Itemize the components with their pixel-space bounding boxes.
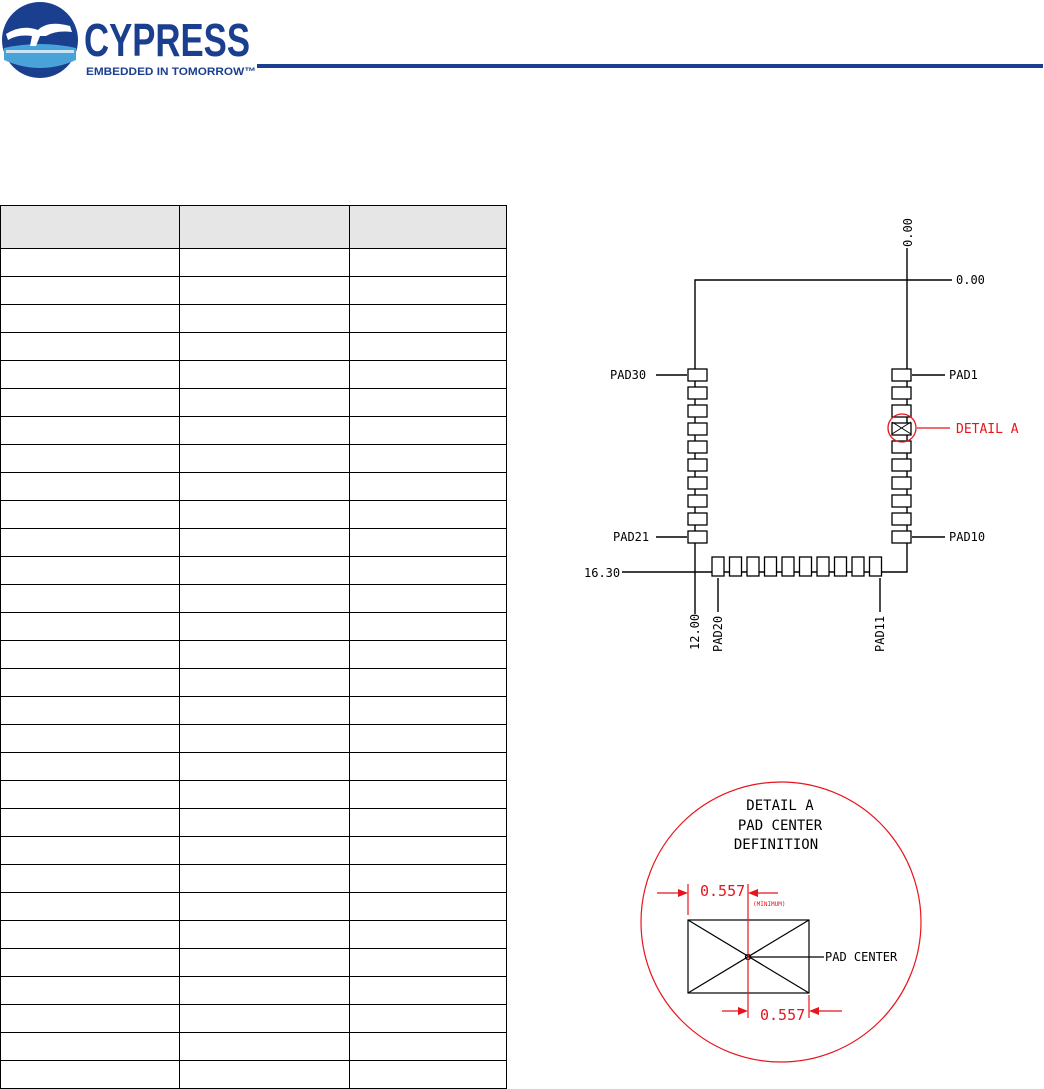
table-cell — [180, 361, 350, 389]
pad — [688, 477, 707, 489]
table-cell — [1, 1061, 180, 1089]
table-cell — [180, 977, 350, 1005]
table-row — [1, 669, 507, 697]
table-cell — [180, 389, 350, 417]
table-row — [1, 921, 507, 949]
table-cell — [1, 473, 180, 501]
table-row — [1, 529, 507, 557]
table-cell — [1, 333, 180, 361]
table-row — [1, 445, 507, 473]
pad — [892, 387, 911, 399]
cypress-logo — [0, 0, 260, 82]
table-body — [1, 249, 507, 1089]
table-header-row — [1, 206, 507, 249]
table-cell — [350, 893, 507, 921]
table-row — [1, 249, 507, 277]
pad — [800, 557, 812, 576]
table-cell — [180, 697, 350, 725]
pad21-label: PAD21 — [613, 530, 650, 544]
table-cell — [180, 445, 350, 473]
table-cell — [350, 501, 507, 529]
pad-center-label: PAD CENTER — [825, 950, 898, 964]
table-cell — [180, 529, 350, 557]
pad — [688, 495, 707, 507]
table-cell — [350, 977, 507, 1005]
table-cell — [1, 585, 180, 613]
table-cell — [350, 1005, 507, 1033]
table-row — [1, 473, 507, 501]
table-cell — [180, 865, 350, 893]
pad — [870, 557, 882, 576]
table-cell — [350, 697, 507, 725]
pad — [688, 369, 707, 381]
table-cell — [1, 865, 180, 893]
table-row — [1, 389, 507, 417]
table-row — [1, 641, 507, 669]
dimension-top-note: (MINIMUM) — [753, 901, 786, 908]
table-cell — [180, 333, 350, 361]
table-row — [1, 781, 507, 809]
table-cell — [1, 641, 180, 669]
table-cell — [1, 501, 180, 529]
pad — [892, 531, 911, 543]
header-rule — [257, 64, 1043, 68]
table-cell — [350, 865, 507, 893]
table-cell — [1, 669, 180, 697]
table-cell — [1, 893, 180, 921]
pad — [765, 557, 777, 576]
pad — [892, 459, 911, 471]
table-row — [1, 893, 507, 921]
table-row — [1, 697, 507, 725]
pad — [712, 557, 724, 576]
pad — [688, 423, 707, 435]
table-cell — [1, 781, 180, 809]
pad-array — [688, 369, 911, 576]
height-label: 16.30 — [584, 566, 621, 580]
table-cell — [350, 921, 507, 949]
column-header — [350, 206, 507, 249]
table-cell — [1, 389, 180, 417]
table-cell — [350, 557, 507, 585]
table-cell — [180, 753, 350, 781]
table-cell — [1, 557, 180, 585]
table-cell — [350, 389, 507, 417]
pad — [835, 557, 847, 576]
origin-y-label: 0.00 — [956, 273, 985, 287]
table-cell — [180, 837, 350, 865]
pad — [688, 441, 707, 453]
table-row — [1, 949, 507, 977]
pad — [817, 557, 829, 576]
table-cell — [180, 949, 350, 977]
table-row — [1, 725, 507, 753]
pad1-label: PAD1 — [949, 368, 978, 382]
table-cell — [350, 949, 507, 977]
table-cell — [1, 753, 180, 781]
table-row — [1, 501, 507, 529]
table-row — [1, 557, 507, 585]
table-cell — [180, 725, 350, 753]
table-cell — [350, 585, 507, 613]
pad30-label: PAD30 — [610, 368, 647, 382]
table-cell — [350, 277, 507, 305]
pad20-label: PAD20 — [711, 615, 725, 652]
table-cell — [350, 473, 507, 501]
pad — [730, 557, 742, 576]
pad — [688, 531, 707, 543]
table-cell — [180, 1033, 350, 1061]
table-row — [1, 753, 507, 781]
table-cell — [1, 977, 180, 1005]
pad — [892, 423, 911, 435]
pad — [892, 513, 911, 525]
dimension-arrow — [738, 1007, 748, 1015]
table-cell — [180, 249, 350, 277]
table-cell — [1, 445, 180, 473]
table-cell — [1, 277, 180, 305]
table-cell — [350, 249, 507, 277]
table-row — [1, 977, 507, 1005]
origin-x-label: 0.00 — [901, 218, 915, 247]
table-row — [1, 361, 507, 389]
detail-subtitle: DEFINITION — [733, 837, 819, 853]
table-cell — [1, 1005, 180, 1033]
table-cell — [350, 1061, 507, 1089]
table-cell — [180, 417, 350, 445]
table-cell — [350, 837, 507, 865]
table-cell — [1, 305, 180, 333]
pad — [688, 459, 707, 471]
table-cell — [350, 333, 507, 361]
table-row — [1, 865, 507, 893]
table-cell — [350, 753, 507, 781]
dimension-arrow — [678, 889, 688, 897]
table-cell — [180, 473, 350, 501]
table-cell — [350, 809, 507, 837]
pad — [688, 405, 707, 417]
pad — [892, 477, 911, 489]
table-cell — [350, 417, 507, 445]
pad11-label: PAD11 — [873, 615, 887, 652]
brand-tagline: EMBEDDED IN TOMORROW™ — [86, 66, 256, 78]
dimension-arrow — [809, 1007, 819, 1015]
pad — [688, 513, 707, 525]
table-cell — [350, 669, 507, 697]
footprint-diagram — [560, 200, 1044, 680]
table-cell — [350, 725, 507, 753]
table-cell — [1, 921, 180, 949]
table-cell — [1, 613, 180, 641]
table-cell — [180, 921, 350, 949]
table-cell — [1, 697, 180, 725]
table-row — [1, 837, 507, 865]
table-cell — [180, 501, 350, 529]
table-cell — [350, 305, 507, 333]
dimension-bottom-label: 0.557 — [760, 1006, 806, 1024]
table-cell — [350, 641, 507, 669]
table-cell — [350, 781, 507, 809]
table-cell — [180, 809, 350, 837]
pad — [892, 441, 911, 453]
table-cell — [1, 249, 180, 277]
table-cell — [180, 781, 350, 809]
dimension-top-label: 0.557 — [700, 882, 746, 900]
table-cell — [180, 277, 350, 305]
pad — [688, 387, 707, 399]
brand-name: CYPRESS — [84, 14, 250, 66]
table-cell — [1, 529, 180, 557]
table-row — [1, 585, 507, 613]
detail-a-diagram — [600, 765, 960, 1085]
table-cell — [1, 417, 180, 445]
table-cell — [180, 641, 350, 669]
table-cell — [1, 1033, 180, 1061]
table-row — [1, 613, 507, 641]
table-row — [1, 809, 507, 837]
table-cell — [350, 445, 507, 473]
table-cell — [180, 557, 350, 585]
table-cell — [180, 585, 350, 613]
detail-a-label: DETAIL A — [956, 422, 1019, 437]
table-cell — [350, 529, 507, 557]
table-cell — [180, 1061, 350, 1089]
column-header — [180, 206, 350, 249]
table-row — [1, 277, 507, 305]
dimension-arrow — [748, 889, 758, 897]
module-outline — [695, 280, 907, 572]
column-header — [1, 206, 180, 249]
table-cell — [180, 1005, 350, 1033]
table-row — [1, 1061, 507, 1089]
table-cell — [350, 1033, 507, 1061]
pad10-label: PAD10 — [949, 530, 986, 544]
pad — [747, 557, 759, 576]
detail-title: DETAIL A — [746, 798, 814, 814]
pad — [892, 495, 911, 507]
table-cell — [1, 837, 180, 865]
table-row — [1, 333, 507, 361]
table-cell — [1, 809, 180, 837]
table-row — [1, 417, 507, 445]
table-cell — [180, 613, 350, 641]
pad — [782, 557, 794, 576]
table-cell — [180, 893, 350, 921]
table-cell — [350, 361, 507, 389]
detail-subtitle: PAD CENTER — [737, 818, 823, 834]
pad-location-table — [0, 205, 507, 1089]
table-row — [1, 1033, 507, 1061]
table-cell — [1, 949, 180, 977]
pad — [892, 369, 911, 381]
table-cell — [180, 305, 350, 333]
table-cell — [1, 725, 180, 753]
pad — [852, 557, 864, 576]
table-cell — [350, 613, 507, 641]
table-row — [1, 1005, 507, 1033]
table-cell — [180, 669, 350, 697]
table-row — [1, 305, 507, 333]
width-label: 12.00 — [688, 613, 702, 650]
table-cell — [1, 361, 180, 389]
